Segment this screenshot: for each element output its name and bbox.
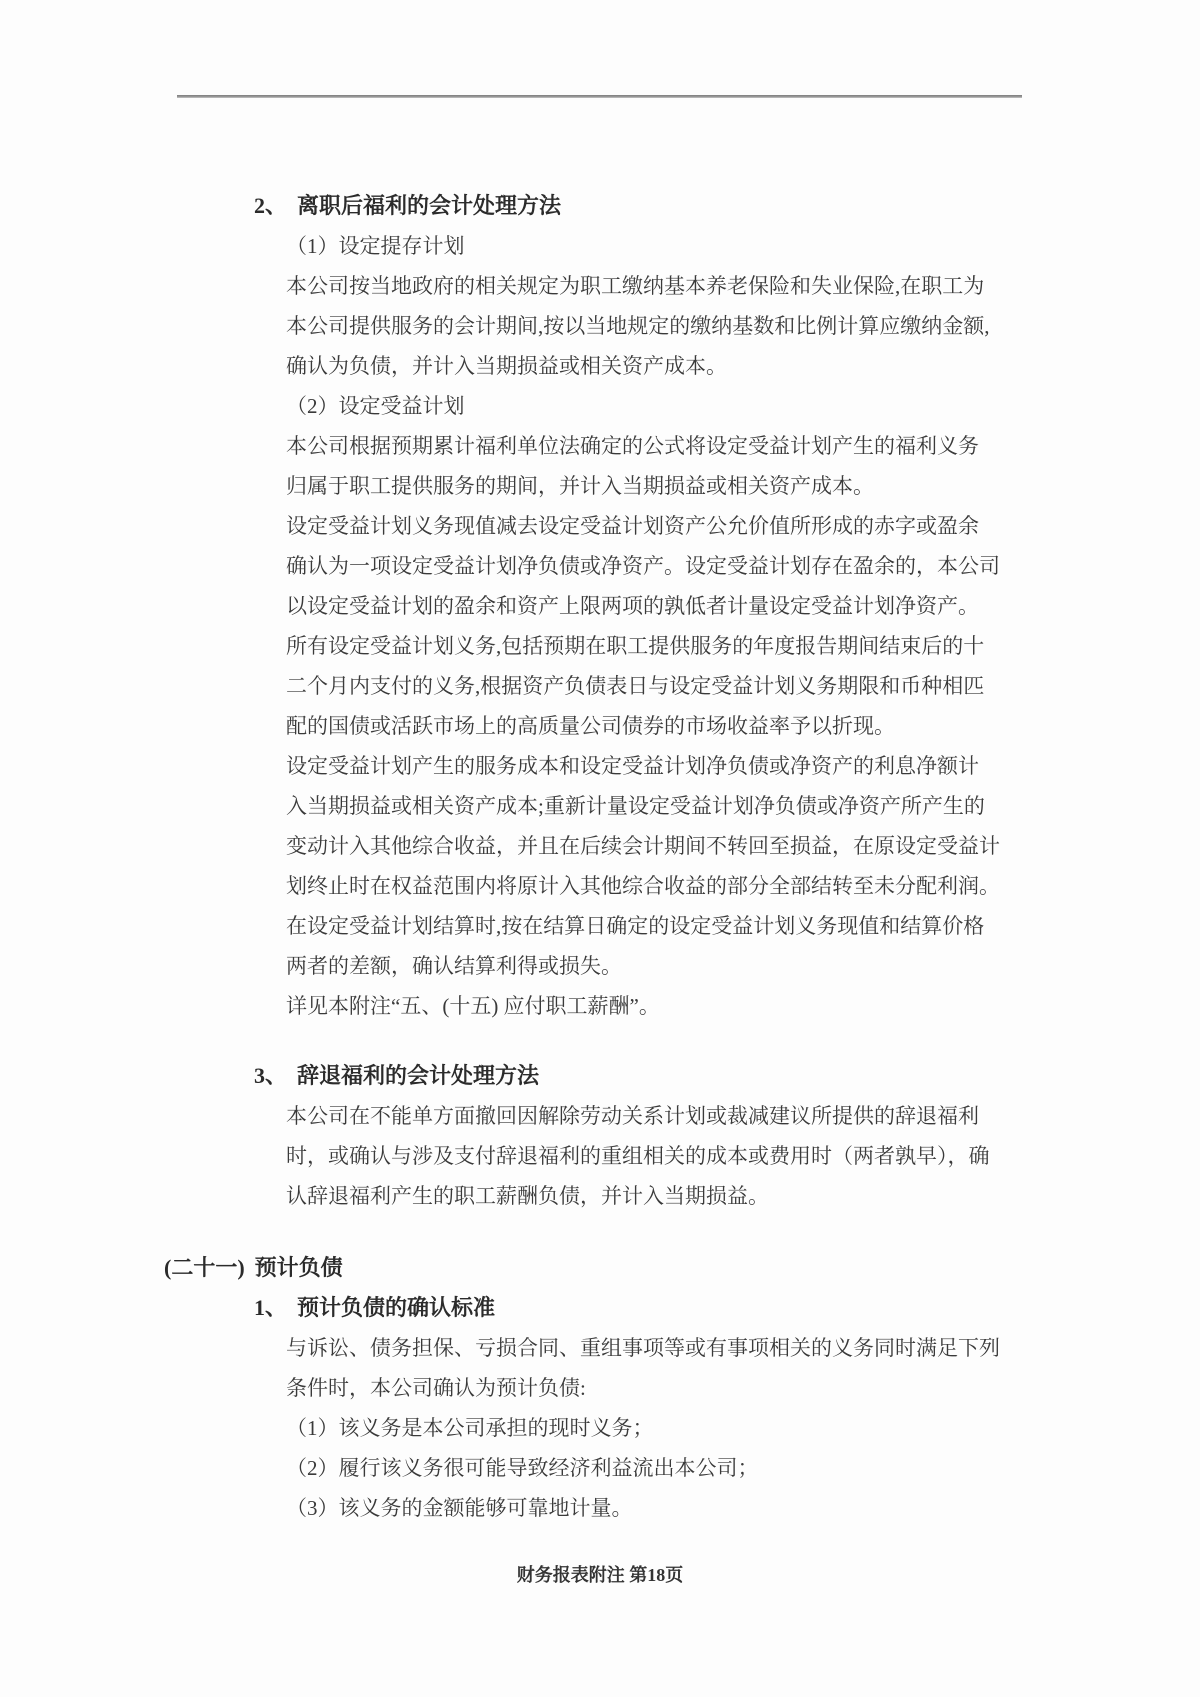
section-3-body <box>286 1096 990 1216</box>
text-line: 所有设定受益计划义务,包括预期在职工提供服务的年度报告期间结束后的十 <box>286 634 985 658</box>
text-line: 入当期损益或相关资产成本;重新计量设定受益计划净负债或净资产所产生的 <box>286 794 985 818</box>
text-line: 确认为一项设定受益计划净负债或净资产。设定受益计划存在盈余的，本公司 <box>286 554 1000 578</box>
text-line: 二个月内支付的义务,根据资产负债表日与设定受益计划义务期限和币种相匹 <box>286 674 985 698</box>
text-line: （3）该义务的金额能够可靠地计量。 <box>286 1496 633 1520</box>
header-rule <box>177 95 1022 98</box>
text-line: 本公司按当地政府的相关规定为职工缴纳基本养老保险和失业保险,在职工为 <box>286 274 985 298</box>
text-line: 确认为负债，并计入当期损益或相关资产成本。 <box>286 354 727 378</box>
text-line: 以设定受益计划的盈余和资产上限两项的孰低者计量设定受益计划净资产。 <box>286 594 979 618</box>
text-line: 设定受益计划义务现值减去设定受益计划资产公允价值所形成的赤字或盈余 <box>286 514 979 538</box>
text-line: 配的国债或活跃市场上的高质量公司债券的市场收益率予以折现。 <box>286 714 895 738</box>
section-2-heading <box>254 186 986 226</box>
section-21-body <box>286 1328 1000 1528</box>
text-line: （2）履行该义务很可能导致经济利益流出本公司； <box>286 1456 759 1480</box>
page-content <box>164 186 1000 1528</box>
text-line: 与诉讼、债务担保、亏损合同、重组事项等或有事项相关的义务同时满足下列 <box>286 1336 1000 1360</box>
section-2-title: 离职后福利的会计处理方法 <box>297 193 562 218</box>
section-3-heading <box>254 1056 986 1096</box>
text-line: 归属于职工提供服务的期间，并计入当期损益或相关资产成本。 <box>286 474 874 498</box>
text-line: 本公司提供服务的会计期间,按以当地规定的缴纳基数和比例计算应缴纳金额, <box>286 314 990 338</box>
text-line: 变动计入其他综合收益，并且在后续会计期间不转回至损益，在原设定受益计 <box>286 834 1000 858</box>
section-3-number: 3、 <box>254 1063 288 1088</box>
text-line: 详见本附注“五、(十五) 应付职工薪酬”。 <box>286 994 660 1018</box>
section-21-sub-number: 1、 <box>254 1295 288 1320</box>
text-line: （1）该义务是本公司承担的现时义务； <box>286 1416 654 1440</box>
section-2-body <box>286 226 1000 1026</box>
text-line: 条件时，本公司确认为预计负债: <box>286 1376 586 1400</box>
section-21-label: (二十一) <box>164 1255 245 1280</box>
section-3-title: 辞退福利的会计处理方法 <box>297 1063 540 1088</box>
section-21-heading <box>164 1248 986 1288</box>
section-21-sub-heading <box>254 1288 986 1328</box>
section-21-title: 预计负债 <box>254 1255 343 1280</box>
text-line: 两者的差额，确认结算利得或损失。 <box>286 954 622 978</box>
section-21-sub-title: 预计负债的确认标准 <box>297 1295 496 1320</box>
text-line: 设定受益计划产生的服务成本和设定受益计划净负债或净资产的利息净额计 <box>286 754 979 778</box>
text-line: 认辞退福利产生的职工薪酬负债，并计入当期损益。 <box>286 1184 769 1208</box>
text-line: （2）设定受益计划 <box>286 394 465 418</box>
text-line: 时，或确认与涉及支付辞退福利的重组相关的成本或费用时（两者孰早），确 <box>286 1144 990 1168</box>
text-line: 在设定受益计划结算时,按在结算日确定的设定受益计划义务现值和结算价格 <box>286 914 985 938</box>
page-footer: 财务报表附注 第18页 <box>516 1565 684 1585</box>
text-line: 本公司根据预期累计福利单位法确定的公式将设定受益计划产生的福利义务 <box>286 434 979 458</box>
section-2-number: 2、 <box>254 193 288 218</box>
text-line: 划终止时在权益范围内将原计入其他综合收益的部分全部结转至未分配利润。 <box>286 874 1000 898</box>
text-line: 本公司在不能单方面撤回因解除劳动关系计划或裁减建议所提供的辞退福利 <box>286 1104 979 1128</box>
text-line: （1）设定提存计划 <box>286 234 465 258</box>
